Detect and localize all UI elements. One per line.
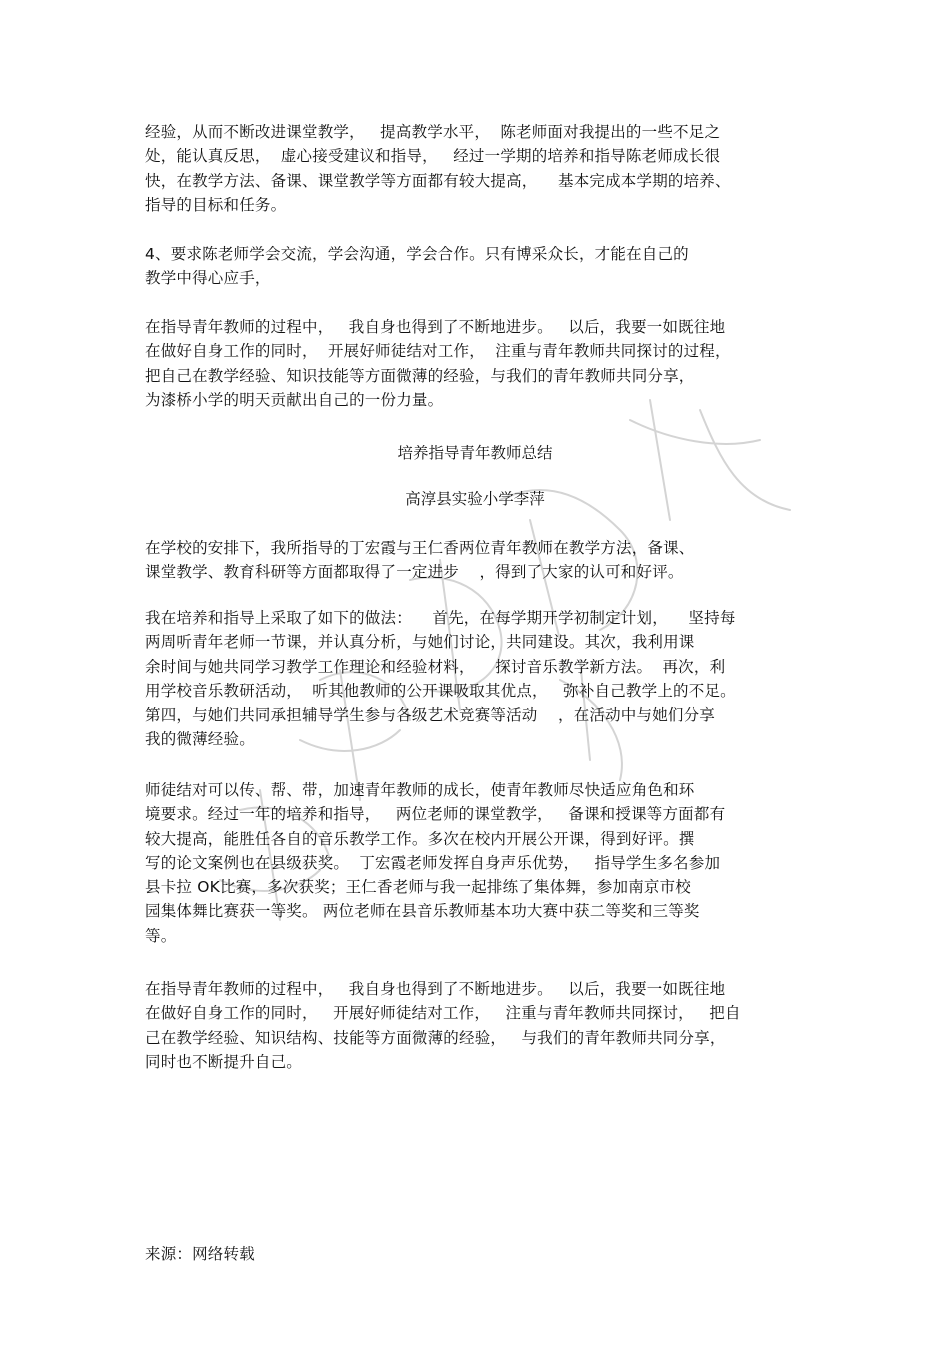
text-line: 县卡拉 OK比赛，多次获奖；王仁香老师与我一起排练了集体舞，参加南京市校 (145, 878, 691, 897)
text-line: 在做好自身工作的同时， 开展好师徒结对工作， 注重与青年教师共同探讨， 把自 (145, 1004, 741, 1023)
paragraph-1 (145, 120, 731, 217)
text-line: 用学校音乐教研活动， 听其他教师的公开课吸取其优点， 弥补自己教学上的不足。 (145, 681, 736, 700)
text-line: 在做好自身工作的同时， 开展好师徒结对工作， 注重与青年教师共同探讨的过程， (145, 342, 731, 361)
paragraph-3 (145, 315, 731, 412)
text-line: 在学校的安排下，我所指导的丁宏霞与王仁香两位青年教师在教学方法，备课、 (145, 539, 695, 557)
source-note (145, 1242, 255, 1266)
text-line: 第四，与她们共同承担辅导学生参与各级艺术竞赛等活动 ，在活动中与她们分享 (145, 706, 716, 725)
text-line: 我的微薄经验。 (145, 730, 255, 749)
text-line: 教学中得心应手， (145, 269, 271, 288)
text-line: 两周听青年老师一节课，并认真分析，与她们讨论，共同建设。其次，我利用课 (145, 633, 695, 652)
text-line: 同时也不断提升自己。 (145, 1052, 303, 1071)
paragraph-2 (145, 242, 689, 291)
source-text: 来源：网络转载 (145, 1245, 255, 1263)
text-line: 余时间与她共同学习教学工作理论和经验材料， 探讨音乐教学新方法。 再次，利 (145, 657, 726, 676)
document-title: 培养指导青年教师总结 (397, 444, 553, 462)
text-line: 4、要求陈老师学会交流，学会沟通，学会合作。只有博采众长，才能在自己的 (145, 245, 689, 263)
document-author: 高淳县实验小学李萍 (405, 490, 545, 508)
text-line: 为漆桥小学的明天贡献出自己的一份力量。 (145, 390, 444, 409)
text-line: 我在培养和指导上采取了如下的做法： 首先，在每学期开学初制定计划， 坚持每 (145, 609, 736, 627)
text-line: 师徒结对可以传、帮、带，加速青年教师的成长，使青年教师尽快适应角色和环 (145, 781, 695, 799)
paragraph-6 (145, 778, 725, 948)
text-line: 较大提高，能胜任各自的音乐教学工作。多次在校内开展公开课，得到好评。撰 (145, 829, 695, 848)
text-line: 境要求。经过一年的培养和指导， 两位老师的课堂教学， 备课和授课等方面都有 (145, 805, 726, 824)
text-line: 在指导青年教师的过程中， 我自身也得到了不断地进步。 以后，我要一如既往地 (145, 318, 726, 336)
text-line: 写的论文案例也在县级获奖。 丁宏霞老师发挥自身声乐优势， 指导学生多名参加 (145, 853, 721, 872)
text-line: 己在教学经验、知识结构、技能等方面微薄的经验， 与我们的青年教师共同分享， (145, 1028, 726, 1047)
text-line: 课堂教学、教育科研等方面都取得了一定进步 ，得到了大家的认可和好评。 (145, 563, 684, 582)
paragraph-4 (145, 536, 695, 585)
text-line: 经验，从而不断改进课堂教学， 提高教学水平， 陈老师面对我提出的一些不足之 (145, 123, 721, 141)
paragraph-5 (145, 606, 736, 752)
text-line: 等。 (145, 926, 177, 945)
text-line: 快，在教学方法、备课、课堂教学等方面都有较大提高， 基本完成本学期的培养、 (145, 171, 731, 190)
text-line: 指导的目标和任务。 (145, 195, 287, 214)
text-line: 处，能认真反思， 虚心接受建议和指导， 经过一学期的培养和指导陈老师成长很 (145, 147, 721, 166)
text-line: 把自己在教学经验、知识技能等方面微薄的经验，与我们的青年教师共同分享， (145, 366, 695, 385)
paragraph-7 (145, 977, 741, 1074)
text-line: 园集体舞比赛获一等奖。 两位老师在县音乐教师基本功大赛中获二等奖和三等奖 (145, 902, 700, 921)
text-line: 在指导青年教师的过程中， 我自身也得到了不断地进步。 以后，我要一如既往地 (145, 980, 726, 998)
